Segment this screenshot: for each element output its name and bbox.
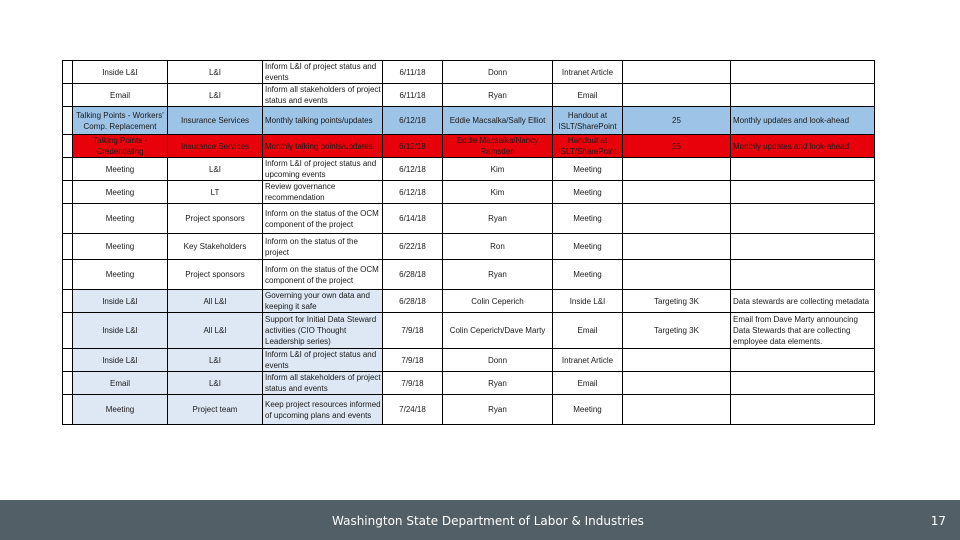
audience-cell: L&I [168,372,263,395]
table-row [63,84,875,107]
count-cell [623,61,731,84]
topic-cell: Inform L&I of project status and events [263,61,383,84]
table-row [63,107,875,135]
audience-cell: All L&I [168,290,263,313]
channel-cell: Meeting [553,260,623,290]
audience-cell: Key Stakeholders [168,234,263,260]
date-cell: 6/12/18 [383,107,443,135]
channel-cell: Handout at ISLT/SharePoint [553,107,623,135]
table-row [63,372,875,395]
count-cell [623,181,731,204]
notes-cell [731,260,875,290]
table-row [63,313,875,349]
row-margin-cell [63,135,73,158]
table-row [63,349,875,372]
channel-cell: Inside L&I [553,290,623,313]
channel-cell: Meeting [553,395,623,425]
topic-cell: Inform all stakeholders of project status and events [263,84,383,107]
notes-cell [731,181,875,204]
count-cell: 25 [623,135,731,158]
type-cell: Inside L&I [73,313,168,349]
table-row [63,135,875,158]
notes-cell [731,395,875,425]
type-cell: Meeting [73,204,168,234]
row-margin-cell [63,260,73,290]
owner-cell: Kim [443,181,553,204]
count-cell [623,158,731,181]
row-margin-cell [63,204,73,234]
type-cell: Talking Points - Credentialing [73,135,168,158]
topic-cell: Inform L&I of project status and upcoming events [263,158,383,181]
row-margin-cell [63,107,73,135]
owner-cell: Kim [443,158,553,181]
count-cell [623,204,731,234]
audience-cell: All L&I [168,313,263,349]
count-cell: 25 [623,107,731,135]
table-row [63,234,875,260]
topic-cell: Monthly talking points/updates [263,107,383,135]
channel-cell: Intranet Article [553,349,623,372]
date-cell: 6/22/18 [383,234,443,260]
row-margin-cell [63,290,73,313]
channel-cell: Handout at ISLT/SharePoint [553,135,623,158]
type-cell: Inside L&I [73,61,168,84]
notes-cell [731,61,875,84]
count-cell [623,395,731,425]
count-cell [623,84,731,107]
footer-bar [0,500,960,540]
owner-cell: Colin Ceperich [443,290,553,313]
date-cell: 6/11/18 [383,84,443,107]
type-cell: Email [73,372,168,395]
audience-cell: L&I [168,84,263,107]
table-row [63,61,875,84]
topic-cell: Inform on the status of the project [263,234,383,260]
notes-cell [731,372,875,395]
type-cell: Meeting [73,395,168,425]
audience-cell: LT [168,181,263,204]
owner-cell: Ryan [443,204,553,234]
notes-cell [731,158,875,181]
count-cell [623,372,731,395]
row-margin-cell [63,234,73,260]
row-margin-cell [63,61,73,84]
channel-cell: Email [553,372,623,395]
notes-cell [731,84,875,107]
table-row [63,260,875,290]
footer-title: Washington State Department of Labor & Industries [332,514,644,528]
date-cell: 7/9/18 [383,372,443,395]
count-cell: Targeting 3K [623,290,731,313]
count-cell [623,349,731,372]
type-cell: Meeting [73,181,168,204]
page-number: 17 [930,514,946,528]
notes-cell [731,204,875,234]
count-cell [623,234,731,260]
audience-cell: L&I [168,158,263,181]
owner-cell: Donn [443,61,553,84]
count-cell: Targeting 3K [623,313,731,349]
type-cell: Inside L&I [73,349,168,372]
type-cell: Email [73,84,168,107]
date-cell: 6/28/18 [383,260,443,290]
date-cell: 7/9/18 [383,313,443,349]
row-margin-cell [63,181,73,204]
row-margin-cell [63,313,73,349]
row-margin-cell [63,349,73,372]
owner-cell: Ron [443,234,553,260]
owner-cell: Ryan [443,84,553,107]
owner-cell: Eddie Macsalka/Nancy Ramsden [443,135,553,158]
audience-cell: Project team [168,395,263,425]
notes-cell: Data stewards are collecting metadata [731,290,875,313]
table-row [63,181,875,204]
owner-cell: Ryan [443,372,553,395]
channel-cell: Intranet Article [553,61,623,84]
row-margin-cell [63,372,73,395]
topic-cell: Support for Initial Data Steward activities (CIO Thought Leadership series) [263,313,383,349]
date-cell: 7/24/18 [383,395,443,425]
topic-cell: Keep project resources informed of upcoming plans and events [263,395,383,425]
count-cell [623,260,731,290]
date-cell: 6/12/18 [383,158,443,181]
notes-cell: Monthly updates and look-ahead [731,135,875,158]
communication-plan-table [62,60,875,425]
date-cell: 7/9/18 [383,349,443,372]
topic-cell: Inform L&I of project status and events [263,349,383,372]
audience-cell: Insurance Services [168,135,263,158]
audience-cell: Insurance Services [168,107,263,135]
date-cell: 6/12/18 [383,181,443,204]
table-body [63,61,875,425]
type-cell: Meeting [73,260,168,290]
owner-cell: Eddie Macsalka/Sally Elliot [443,107,553,135]
notes-cell [731,234,875,260]
row-margin-cell [63,158,73,181]
type-cell: Meeting [73,158,168,181]
audience-cell: Project sponsors [168,204,263,234]
topic-cell: Review governance recommendation [263,181,383,204]
date-cell: 6/14/18 [383,204,443,234]
date-cell: 6/11/18 [383,61,443,84]
row-margin-cell [63,395,73,425]
topic-cell: Inform on the status of the OCM component of the project [263,260,383,290]
audience-cell: L&I [168,349,263,372]
table-row [63,158,875,181]
table-row [63,204,875,234]
owner-cell: Ryan [443,395,553,425]
type-cell: Talking Points - Workers' Comp. Replacement [73,107,168,135]
topic-cell: Inform all stakeholders of project status and events [263,372,383,395]
notes-cell [731,349,875,372]
channel-cell: Meeting [553,204,623,234]
owner-cell: Ryan [443,260,553,290]
channel-cell: Meeting [553,181,623,204]
channel-cell: Meeting [553,234,623,260]
channel-cell: Meeting [553,158,623,181]
table-row [63,290,875,313]
audience-cell: L&I [168,61,263,84]
date-cell: 6/12/18 [383,135,443,158]
owner-cell: Donn [443,349,553,372]
row-margin-cell [63,84,73,107]
date-cell: 6/28/18 [383,290,443,313]
topic-cell: Inform on the status of the OCM component of the project [263,204,383,234]
channel-cell: Email [553,313,623,349]
topic-cell: Governing your own data and keeping it safe [263,290,383,313]
notes-cell: Email from Dave Marty announcing Data Stewards that are collecting employee data elements. [731,313,875,349]
type-cell: Meeting [73,234,168,260]
table-row [63,395,875,425]
channel-cell: Email [553,84,623,107]
notes-cell: Monthly updates and look-ahead [731,107,875,135]
owner-cell: Colin Ceperich/Dave Marty [443,313,553,349]
topic-cell: Monthly talking points/updates [263,135,383,158]
type-cell: Inside L&I [73,290,168,313]
audience-cell: Project sponsors [168,260,263,290]
